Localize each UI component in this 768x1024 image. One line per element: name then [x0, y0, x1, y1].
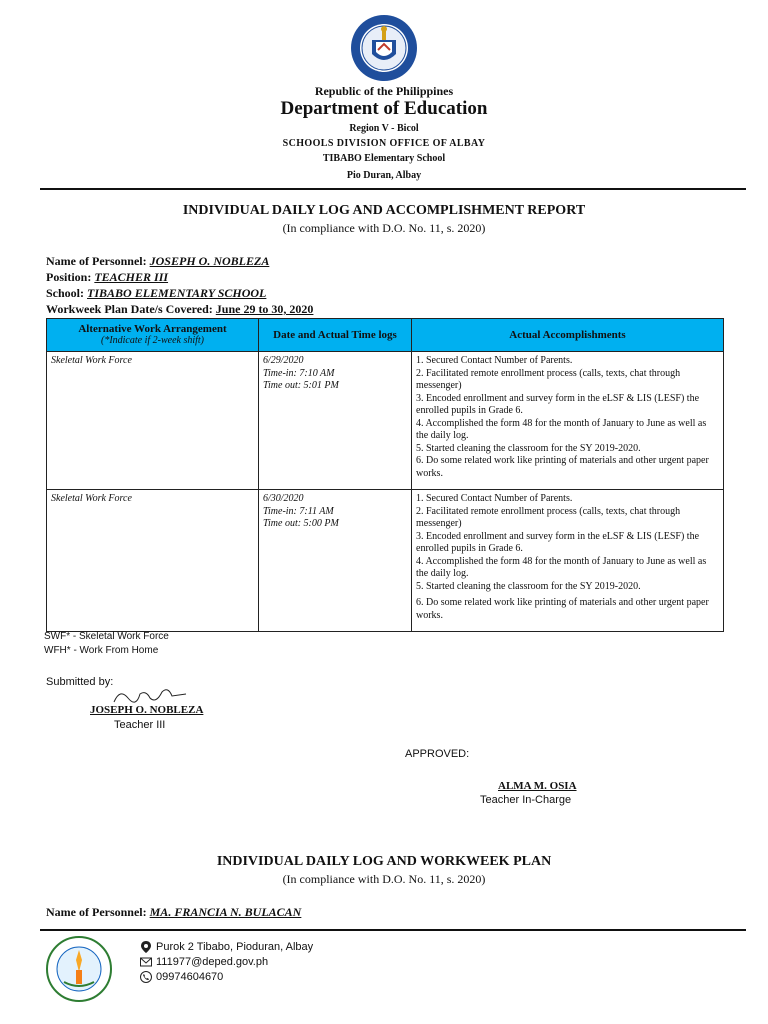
list-item: 1. Secured Contact Number of Parents.: [416, 355, 573, 366]
row-date-cell: [259, 352, 412, 490]
deped-seal-logo: [350, 14, 418, 82]
approver-title: Teacher In-Charge: [480, 794, 572, 806]
footer-phone-text: 09974604670: [156, 971, 224, 983]
position-field: [46, 270, 168, 285]
personnel-field: [46, 254, 269, 269]
list-item: 2. Facilitated remote enrollment process (calls, texts, chat through messenger): [416, 367, 681, 391]
plan-subtitle: (In compliance with D.O. No. 11, s. 2020): [282, 872, 486, 886]
division-line: SCHOOLS DIVISION OFFICE OF ALBAY: [282, 138, 486, 149]
row-date: 6/29/2020: [263, 355, 304, 366]
row-date: 6/30/2020: [263, 493, 304, 504]
footer-divider: [40, 929, 746, 931]
list-item: 3. Encoded enrollment and survey form in the eLSF & LIS (LESF) the enrolled pupils in Grade 6.: [416, 392, 700, 416]
approver-name: ALMA M. OSIA: [498, 780, 577, 792]
report-title: INDIVIDUAL DAILY LOG AND ACCOMPLISHMENT REPORT: [182, 203, 586, 218]
school-logo: [46, 936, 112, 1002]
republic-line: Republic of the Philippines: [314, 84, 454, 98]
row-accomplishments: [412, 352, 724, 490]
list-item: 1. Secured Contact Number of Parents.: [416, 493, 573, 504]
row-accomplishments: [412, 490, 724, 632]
row-arrangement: Skeletal Work Force: [47, 352, 259, 490]
legend-wfh: WFH* - Work From Home: [44, 645, 159, 656]
list-item: 4. Accomplished the form 48 for the month of January to June as well as the daily log.: [416, 417, 707, 441]
plan-personnel-value: MA. FRANCIA N. BULACAN: [149, 905, 302, 919]
department-title: Department of Education: [280, 98, 488, 119]
list-item: 6. Do some related work like printing of materials and other urgent paper works.: [416, 455, 709, 479]
envelope-icon: [140, 956, 152, 968]
submitted-by-label: Submitted by:: [46, 676, 114, 688]
position-value: TEACHER III: [94, 270, 169, 284]
location-pin-icon: [140, 941, 152, 953]
list-item: 4. Accomplished the form 48 for the month of January to June as well as the daily log.: [416, 555, 707, 579]
row-time-out: Time out: 5:00 PM: [263, 518, 339, 529]
list-item: 6. Do some related work like printing of materials and other urgent paper works.: [416, 597, 709, 621]
table-row: [47, 352, 724, 490]
row-time-in: Time-in: 7:11 AM: [263, 505, 334, 517]
school-value: TIBABO ELEMENTARY SCHOOL: [87, 286, 267, 300]
footer-email: [140, 956, 268, 968]
region-line: Region V - Bicol: [349, 123, 419, 134]
school-line: TIBABO Elementary School: [322, 153, 446, 164]
personnel-value: JOSEPH O. NOBLEZA: [149, 254, 270, 268]
submitter-title: Teacher III: [114, 719, 166, 731]
legend-swf: SWF* - Skeletal Work Force: [44, 631, 169, 642]
plan-title: INDIVIDUAL DAILY LOG AND WORKWEEK PLAN: [216, 854, 552, 869]
accomplishment-table: [46, 318, 724, 632]
row-time-in: Time-in: 7:10 AM: [263, 367, 335, 379]
table-header-row: [47, 319, 724, 352]
report-subtitle: (In compliance with D.O. No. 11, s. 2020): [282, 221, 486, 235]
footer-address: [140, 941, 313, 953]
table-row: [47, 490, 724, 632]
plan-personnel-field: [46, 905, 301, 920]
header-arrangement: [47, 319, 259, 352]
approved-label: APPROVED:: [405, 748, 470, 760]
header-divider: [40, 188, 746, 190]
list-item: 2. Facilitated remote enrollment process (calls, texts, chat through messenger): [416, 505, 681, 529]
dates-field: [46, 302, 313, 317]
place-line: Pio Duran, Albay: [346, 170, 422, 181]
list-item: 5. Started cleaning the classroom for the SY 2019-2020.: [416, 442, 641, 454]
list-item: 5. Started cleaning the classroom for the SY 2019-2020.: [416, 580, 641, 592]
row-arrangement: Skeletal Work Force: [47, 490, 259, 632]
row-time-out: Time out: 5:01 PM: [263, 380, 339, 391]
dates-value: June 29 to 30, 2020: [215, 302, 314, 316]
dates-label: Workweek Plan Date/s Covered:: [46, 302, 213, 316]
header-arrangement-label: Alternative Work Arrangement: [78, 323, 227, 335]
header-date: Date and Actual Time logs: [259, 319, 412, 352]
phone-icon: [140, 971, 152, 983]
school-field: [46, 286, 266, 301]
footer-address-text: Purok 2 Tibabo, Pioduran, Albay: [156, 941, 314, 953]
header-arrangement-note: (*Indicate if 2-week shift): [100, 335, 205, 346]
header-accomplishments: Actual Accomplishments: [412, 319, 724, 352]
row-date-cell: [259, 490, 412, 632]
plan-personnel-label: Name of Personnel:: [46, 905, 147, 919]
list-item: 3. Encoded enrollment and survey form in the eLSF & LIS (LESF) the enrolled pupils in Grade 6.: [416, 530, 700, 554]
footer-email-text[interactable]: 111977@deped.gov.ph: [156, 956, 269, 968]
position-label: Position:: [46, 270, 92, 284]
personnel-label: Name of Personnel:: [46, 254, 147, 268]
submitter-name: JOSEPH O. NOBLEZA: [90, 704, 204, 716]
footer-phone: [140, 971, 223, 983]
school-label: School:: [46, 286, 85, 300]
